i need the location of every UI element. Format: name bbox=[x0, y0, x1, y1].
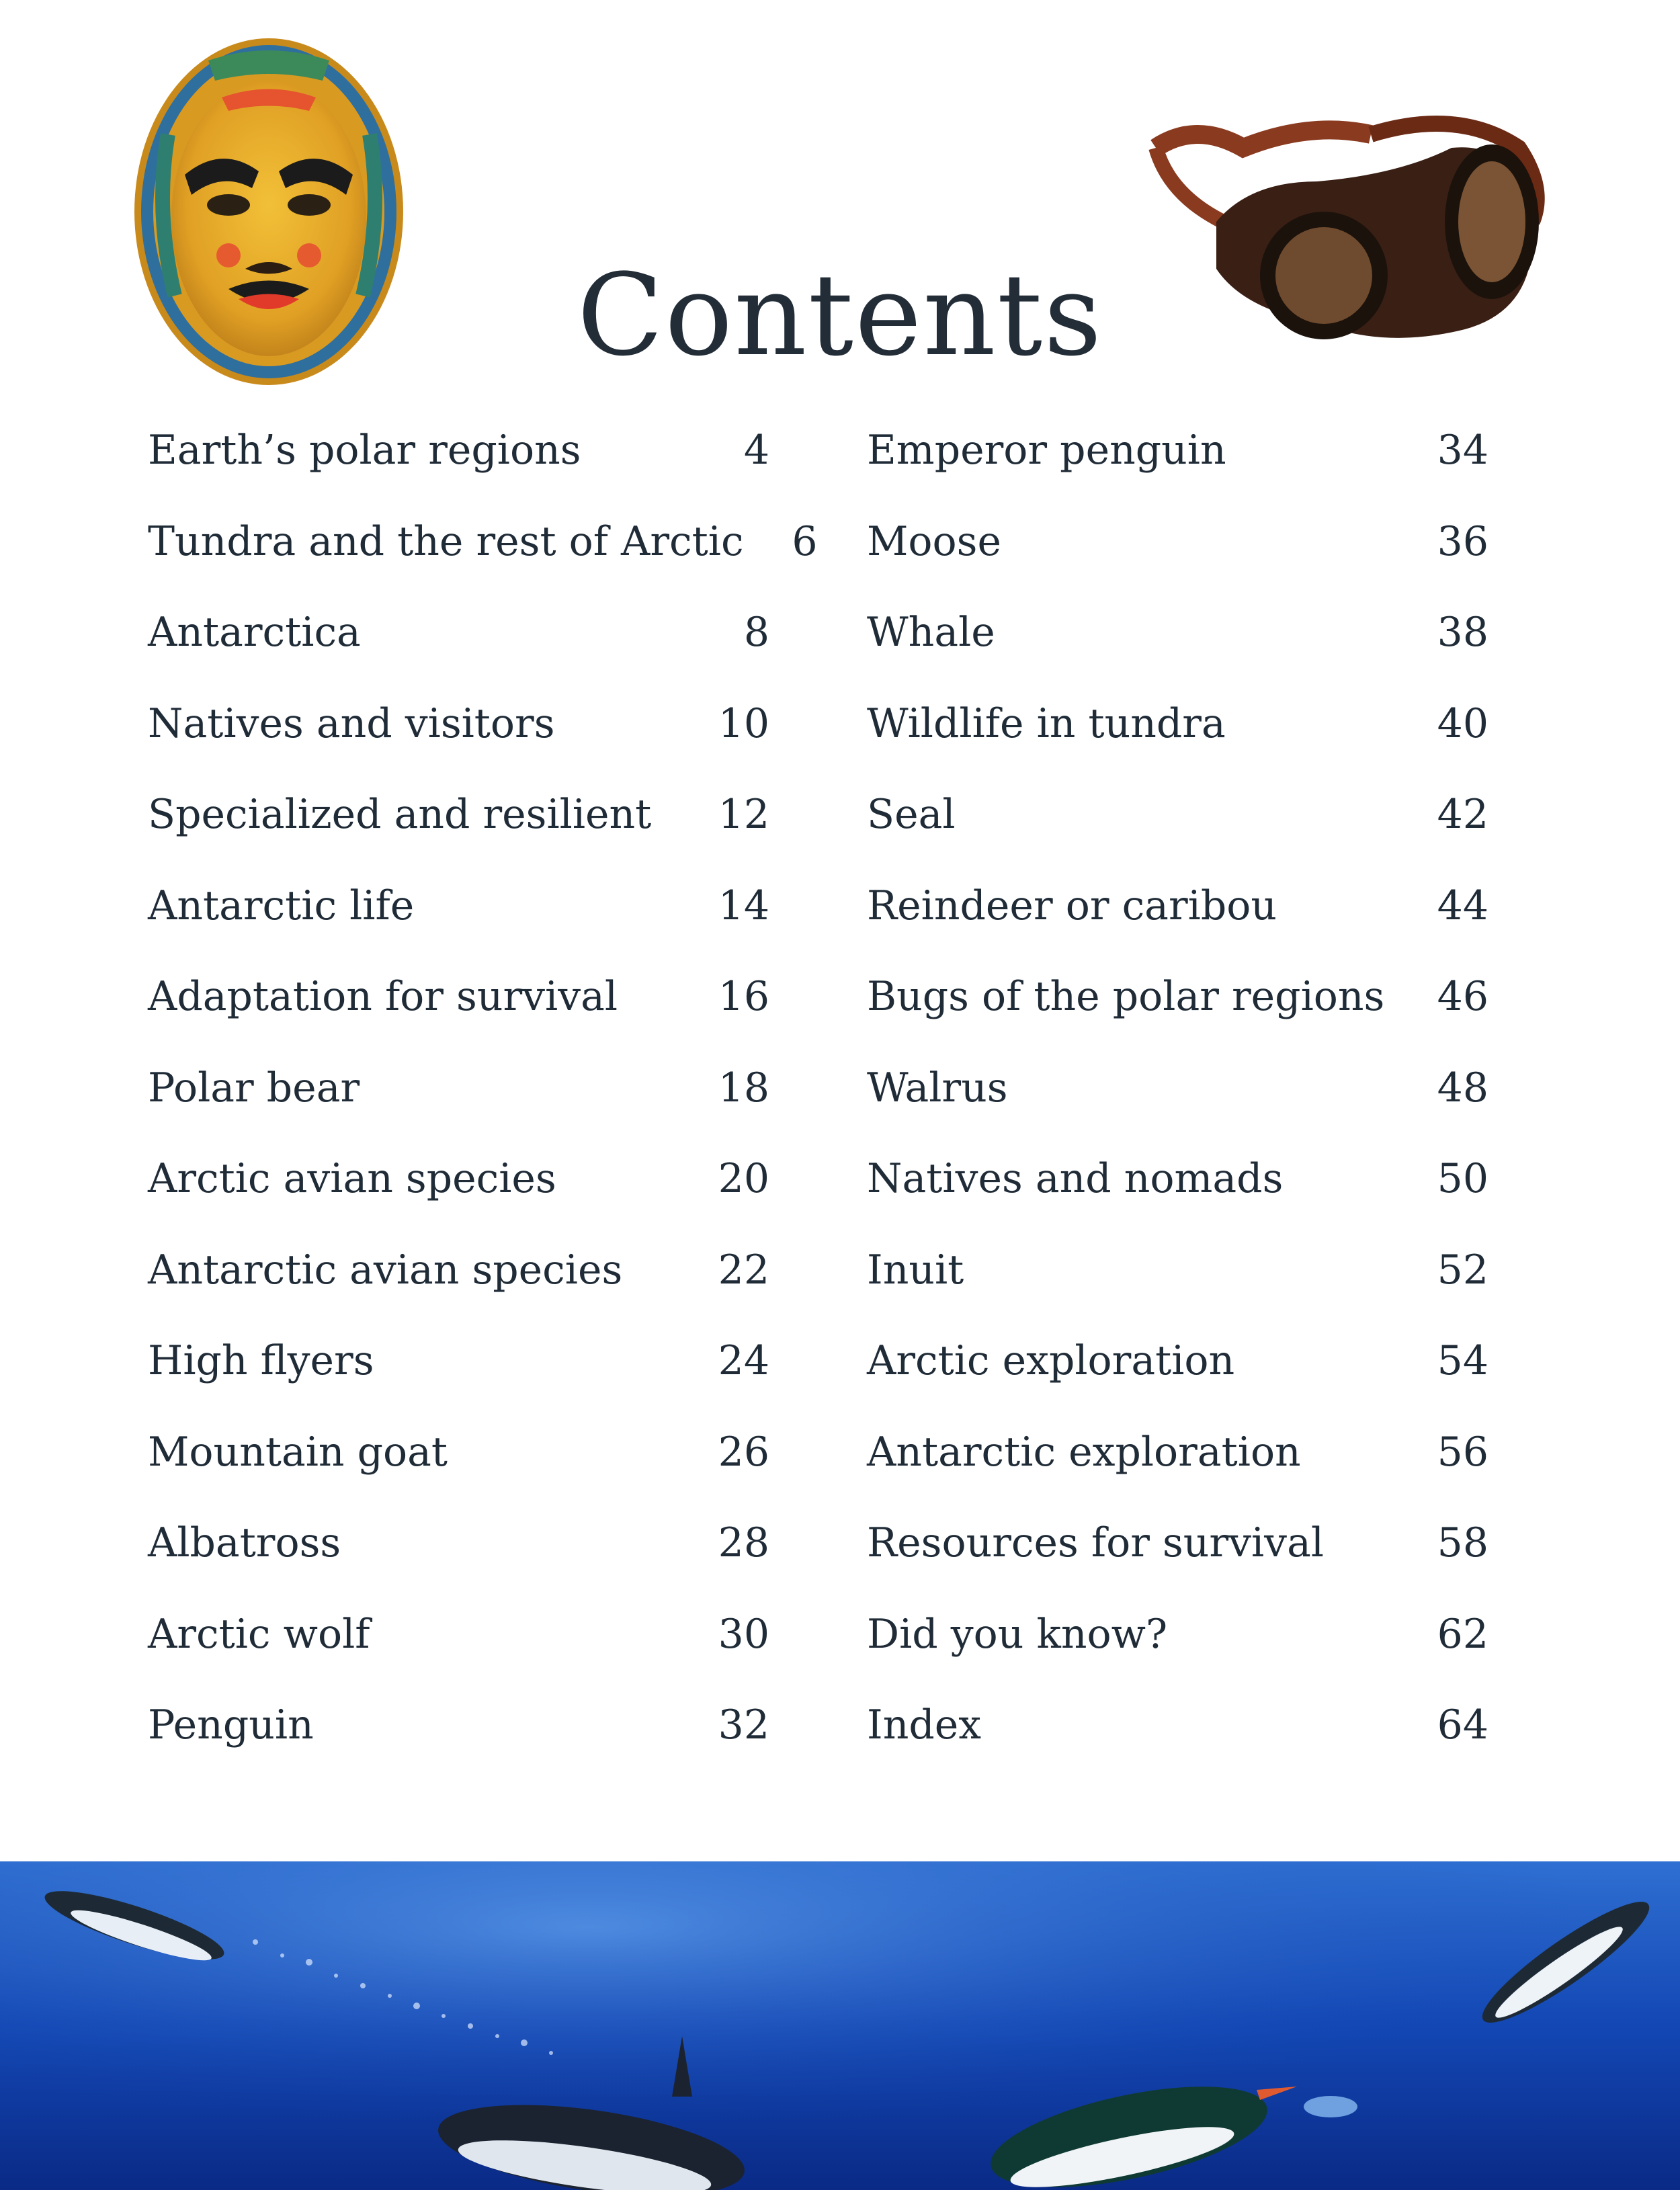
page-title: Contents bbox=[577, 249, 1103, 381]
toc-entry-page: 34 bbox=[1437, 427, 1488, 474]
toc-entry-page: 18 bbox=[718, 1064, 769, 1111]
toc-entry bbox=[148, 592, 769, 683]
toc-entry bbox=[867, 1594, 1488, 1685]
toc-entry bbox=[867, 866, 1488, 957]
toc-entry-title: Polar bear bbox=[148, 1064, 360, 1111]
toc-entry-title: Tundra and the rest of Arctic bbox=[148, 517, 744, 565]
toc-entry-title: Earth’s polar regions bbox=[148, 427, 581, 474]
toc-entry-page: 14 bbox=[718, 882, 769, 929]
toc-entry-title: Reindeer or caribou bbox=[867, 882, 1277, 929]
toc-entry-page: 44 bbox=[1437, 882, 1488, 929]
toc-entry bbox=[148, 956, 769, 1048]
toc-entry-title: Specialized and resilient bbox=[148, 791, 652, 838]
toc-entry-title: High flyers bbox=[148, 1337, 374, 1384]
toc-entry-title: Antarctica bbox=[148, 609, 361, 656]
toc-entry-title: Resources for survival bbox=[867, 1519, 1325, 1566]
toc-entry-title: Seal bbox=[867, 791, 956, 838]
toc-entry-page: 62 bbox=[1437, 1610, 1488, 1658]
toc-entry-title: Whale bbox=[867, 609, 995, 656]
toc-entry bbox=[867, 1503, 1488, 1594]
toc-entry-page: 22 bbox=[718, 1246, 769, 1294]
toc-entry bbox=[148, 1685, 769, 1776]
toc-entry bbox=[867, 592, 1488, 683]
toc-entry-title: Natives and nomads bbox=[867, 1155, 1284, 1202]
toc-entry-page: 58 bbox=[1437, 1519, 1488, 1566]
toc-entry-page: 36 bbox=[1437, 517, 1488, 565]
toc-entry bbox=[148, 1230, 769, 1321]
toc-right-column bbox=[867, 410, 1488, 1776]
toc-entry-page: 64 bbox=[1437, 1701, 1488, 1749]
toc-entry bbox=[867, 1230, 1488, 1321]
toc-entry-title: Emperor penguin bbox=[867, 427, 1226, 474]
toc-entry bbox=[148, 1594, 769, 1685]
toc-entry-title: Did you know? bbox=[867, 1610, 1168, 1658]
toc-entry-page: 10 bbox=[718, 700, 769, 747]
toc-entry-page: 52 bbox=[1437, 1246, 1488, 1294]
toc-entry bbox=[867, 1048, 1488, 1139]
toc-entry bbox=[867, 501, 1488, 593]
toc-left-column bbox=[148, 410, 818, 1776]
toc-entry-title: Arctic wolf bbox=[148, 1610, 370, 1658]
toc-entry bbox=[148, 1412, 769, 1503]
toc-entry bbox=[148, 501, 818, 593]
toc-entry-title: Natives and visitors bbox=[148, 700, 555, 747]
toc-entry-page: 46 bbox=[1437, 973, 1488, 1020]
toc-entry-page: 24 bbox=[718, 1337, 769, 1384]
toc-entry-page: 54 bbox=[1437, 1337, 1488, 1384]
toc-entry-title: Walrus bbox=[867, 1064, 1008, 1111]
toc-entry-title: Wildlife in tundra bbox=[867, 700, 1226, 747]
toc-entry-title: Inuit bbox=[867, 1246, 964, 1294]
toc-entry bbox=[148, 410, 769, 501]
toc-entry-page: 40 bbox=[1437, 700, 1488, 747]
toc-entry-page: 20 bbox=[718, 1155, 769, 1202]
toc-entry bbox=[867, 1320, 1488, 1412]
toc-entry bbox=[867, 956, 1488, 1048]
toc-entry-page: 32 bbox=[718, 1701, 769, 1749]
toc-entry-page: 6 bbox=[792, 517, 818, 565]
toc-entry-title: Adaptation for survival bbox=[148, 973, 618, 1020]
toc-entry-page: 8 bbox=[743, 609, 769, 656]
toc-entry-title: Arctic exploration bbox=[867, 1337, 1235, 1384]
toc-entry bbox=[867, 1138, 1488, 1230]
toc-entry-title: Moose bbox=[867, 517, 1001, 565]
underwater-penguins-image bbox=[0, 1861, 1680, 2190]
toc-entry bbox=[148, 1503, 769, 1594]
toc-entry-page: 48 bbox=[1437, 1064, 1488, 1111]
toc-entry-page: 4 bbox=[743, 427, 769, 474]
toc-entry-page: 12 bbox=[718, 791, 769, 838]
toc-entry-title: Antarctic avian species bbox=[148, 1246, 623, 1294]
toc-entry-page: 28 bbox=[718, 1519, 769, 1566]
toc-entry-title: Arctic avian species bbox=[148, 1155, 556, 1202]
toc-entry-page: 38 bbox=[1437, 609, 1488, 656]
toc-entry-page: 26 bbox=[718, 1428, 769, 1476]
toc-entry-title: Index bbox=[867, 1701, 982, 1749]
toc-entry-page: 56 bbox=[1437, 1428, 1488, 1476]
toc-entry bbox=[148, 683, 769, 775]
toc-entry-title: Antarctic exploration bbox=[867, 1428, 1301, 1476]
toc-entry bbox=[867, 410, 1488, 501]
toc-entry-title: Antarctic life bbox=[148, 882, 415, 929]
toc-entry-page: 42 bbox=[1437, 791, 1488, 838]
toc-entry bbox=[867, 1412, 1488, 1503]
toc-entry-title: Penguin bbox=[148, 1701, 314, 1749]
toc-entry-page: 30 bbox=[718, 1610, 769, 1658]
toc-entry bbox=[148, 774, 769, 866]
toc-entry-title: Mountain goat bbox=[148, 1428, 448, 1476]
toc-entry-title: Bugs of the polar regions bbox=[867, 973, 1385, 1020]
toc-entry-title: Albatross bbox=[148, 1519, 341, 1566]
toc-entry bbox=[148, 1048, 769, 1139]
toc-entry bbox=[867, 683, 1488, 775]
toc-entry-page: 50 bbox=[1437, 1155, 1488, 1202]
toc-entry bbox=[148, 1320, 769, 1412]
toc-entry bbox=[148, 866, 769, 957]
toc-entry-page: 16 bbox=[718, 973, 769, 1020]
toc-entry bbox=[867, 1685, 1488, 1776]
toc-entry bbox=[867, 774, 1488, 866]
toc-entry bbox=[148, 1138, 769, 1230]
